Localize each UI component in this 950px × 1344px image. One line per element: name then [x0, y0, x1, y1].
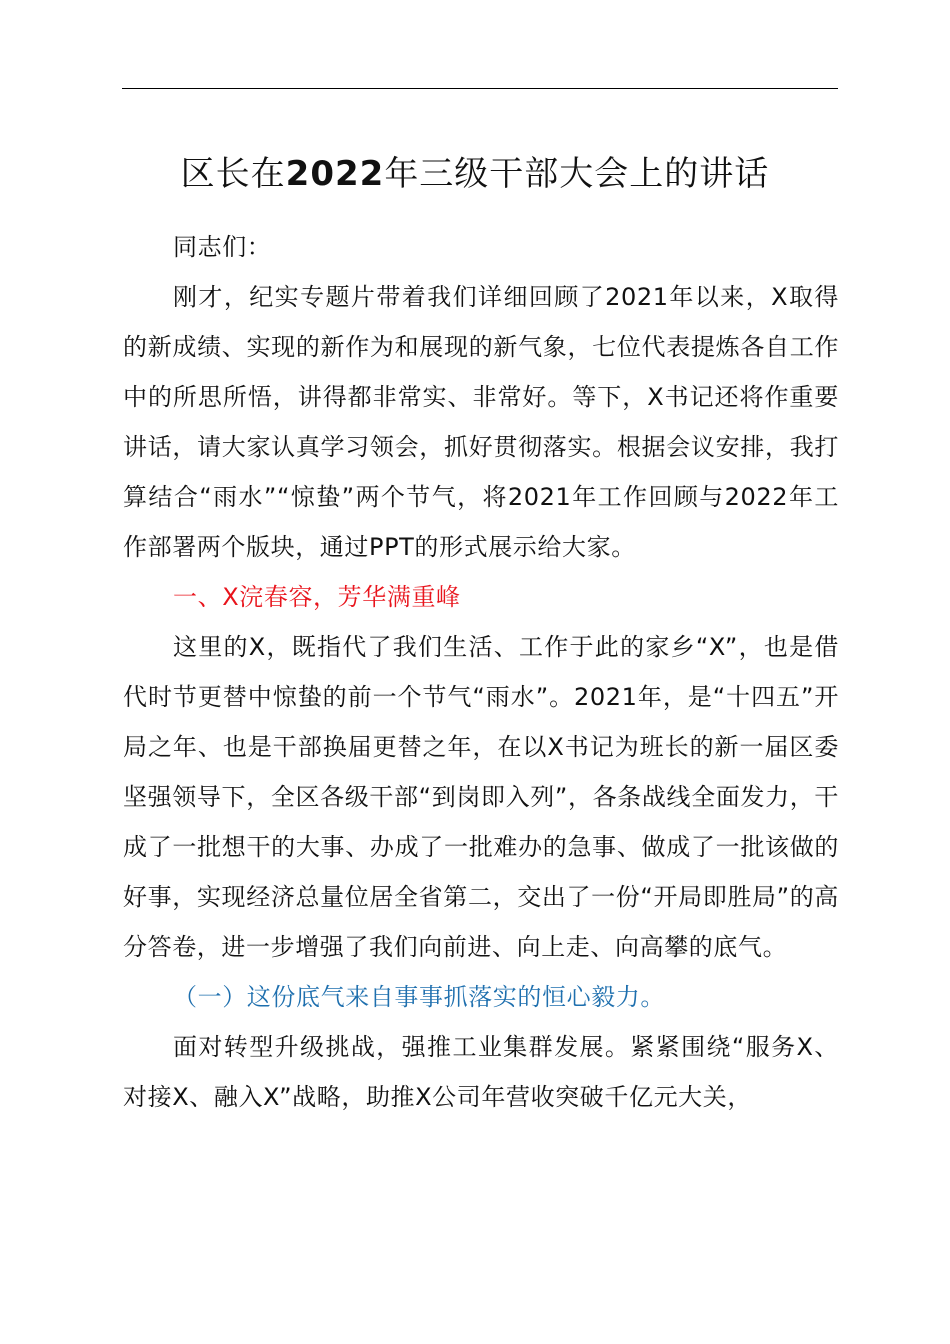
title-year: 2022: [285, 154, 385, 194]
title-prefix: 区长在: [180, 154, 286, 194]
document-body: [123, 222, 839, 1122]
section-heading: 一、X浣春容，芳华满重峰: [173, 583, 461, 611]
paragraph-opening: 刚才，纪实专题片带着我们详细回顾了2021年以来，X取得的新成绩、实现的新作为和展现的新气象，七位代表提炼各自工作中的所思所悟，讲得都非常实、非常好。等下，X书记还将作重要讲话，请大家认真学习领会，抓好贯彻落实。根据会议安排，我打算结合“雨水”“惊蛰”两个节气，将2021年工作回顾与2022年工作部署两个版块，通过PPT的形式展示给大家。: [123, 283, 839, 561]
salutation: 同志们：: [173, 233, 272, 261]
title-suffix: 年三级干部大会上的讲话: [384, 154, 770, 194]
paragraph-industry: 面对转型升级挑战，强推工业集群发展。紧紧围绕“服务X、对接X、融入X”战略，助推X公司年营收突破千亿元大关，: [123, 1033, 839, 1111]
paragraph-review: 这里的X，既指代了我们生活、工作于此的家乡“X”，也是借代时节更替中惊蛰的前一个节气“雨水”。2021年，是“十四五”开局之年、也是干部换届更替之年，在以X书记为班长的新一届区委坚强领导下，全区各级干部“到岗即入列”，各条战线全面发力，干成了一批想干的大事、办成了一批难办的急事、做成了一批该做的好事，实现经济总量位居全省第二，交出了一份“开局即胜局”的高分答卷，进一步增强了我们向前进、向上走、向高攀的底气。: [123, 633, 839, 961]
document-title: [0, 148, 950, 200]
subsection-heading: （一）这份底气来自事事抓落实的恒心毅力。: [173, 983, 665, 1011]
header-rule: [122, 88, 838, 89]
